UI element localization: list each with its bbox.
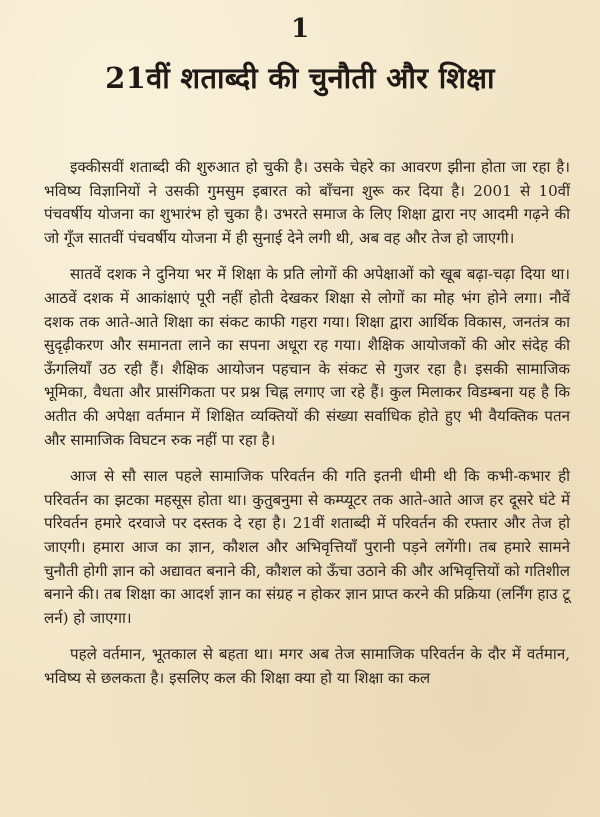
paragraph: सातवें दशक ने दुनिया भर में शिक्षा के प्रति लोगों की अपेक्षाओं को खूब बढ़ा-चढ़ा दिया था। आठवें दशक में आकांक्षाएं पूरी नहीं होती देखकर शिक्षा से लोगों का मोह भंग होने लगा। नौवें दशक तक आते-आते शिक्षा का संकट काफी गहरा गया। शिक्षा द्वारा आर्थिक विकास, जनतंत्र का सुदृढ़ीकरण और समानता लाने का सपना अधूरा रह गया। शैक्षिक आयोजकों की ओर संदेह की ऊँगलियाँ उठ रही हैं। शैक्षिक आयोजन पहचान के संकट से गुजर रहा है। इसकी सामाजिक भूमिका, वैधता और प्रासंगिकता पर प्रश्न चिह्न लगाए जा रहे हैं। कुल मिलाकर विडम्बना यह है कि अतीत की अपेक्षा वर्तमान में शिक्षित व्यक्तियों की संख्या सर्वाधिक होते हुए भी वैयक्तिक पतन और सामाजिक विघटन रुक नहीं पा रहा है। [44,265,570,449]
chapter-body [44,156,570,703]
paragraph: इक्कीसवीं शताब्दी की शुरुआत हो चुकी है। उसके चेहरे का आवरण झीना होता जा रहा है। भविष्य विज्ञानियों ने उसकी गुमसुम इबारत को बाँचना शुरू कर दिया है। 2001 से 10वीं पंचवर्षीय योजना का शुभारंभ हो चुका है। उभरते समाज के लिए शिक्षा द्वारा नए आदमी गढ़ने की जो गूँज सातवीं पंचवर्षीय योजना में ही सुनाई देने लगी थी, अब वह और तेज हो जाएगी। [44,158,570,247]
chapter-number: 1 [290,14,310,44]
paragraph: पहले वर्तमान, भूतकाल से बहता था। मगर अब तेज सामाजिक परिवर्तन के दौर में वर्तमान, भविष्य से छलकता है। इसलिए कल की शिक्षा क्या हो या शिक्षा का कल [44,645,570,687]
paragraph: आज से सौ साल पहले सामाजिक परिवर्तन की गति इतनी धीमी थी कि कभी-कभार ही परिवर्तन का झटका महसूस होता था। कुतुबनुमा से कम्प्यूटर तक आते-आते आज हर दूसरे घंटे में परिवर्तन हमारे दरवाजे पर दस्तक दे रहा है। 21वीं शताब्दी में परिवर्तन की रफ्तार और तेज हो जाएगी। हमारा आज का ज्ञान, कौशल और अभिवृत्तियाँ पुरानी पड़ने लगेंगी। तब हमारे सामने चुनौती होगी ज्ञान को अद्यावत बनाने की, कौशल को ऊँचा उठाने की और अभिवृत्तियों को गतिशील बनाने की। तब शिक्षा का आदर्श ज्ञान का संग्रह न होकर ज्ञान प्राप्त करने की प्रक्रिया (लर्निंग हाउ टू लर्न) हो जाएगा। [44,467,570,627]
chapter-title: 21वीं शताब्दी की चुनौती और शिक्षा [105,61,495,95]
